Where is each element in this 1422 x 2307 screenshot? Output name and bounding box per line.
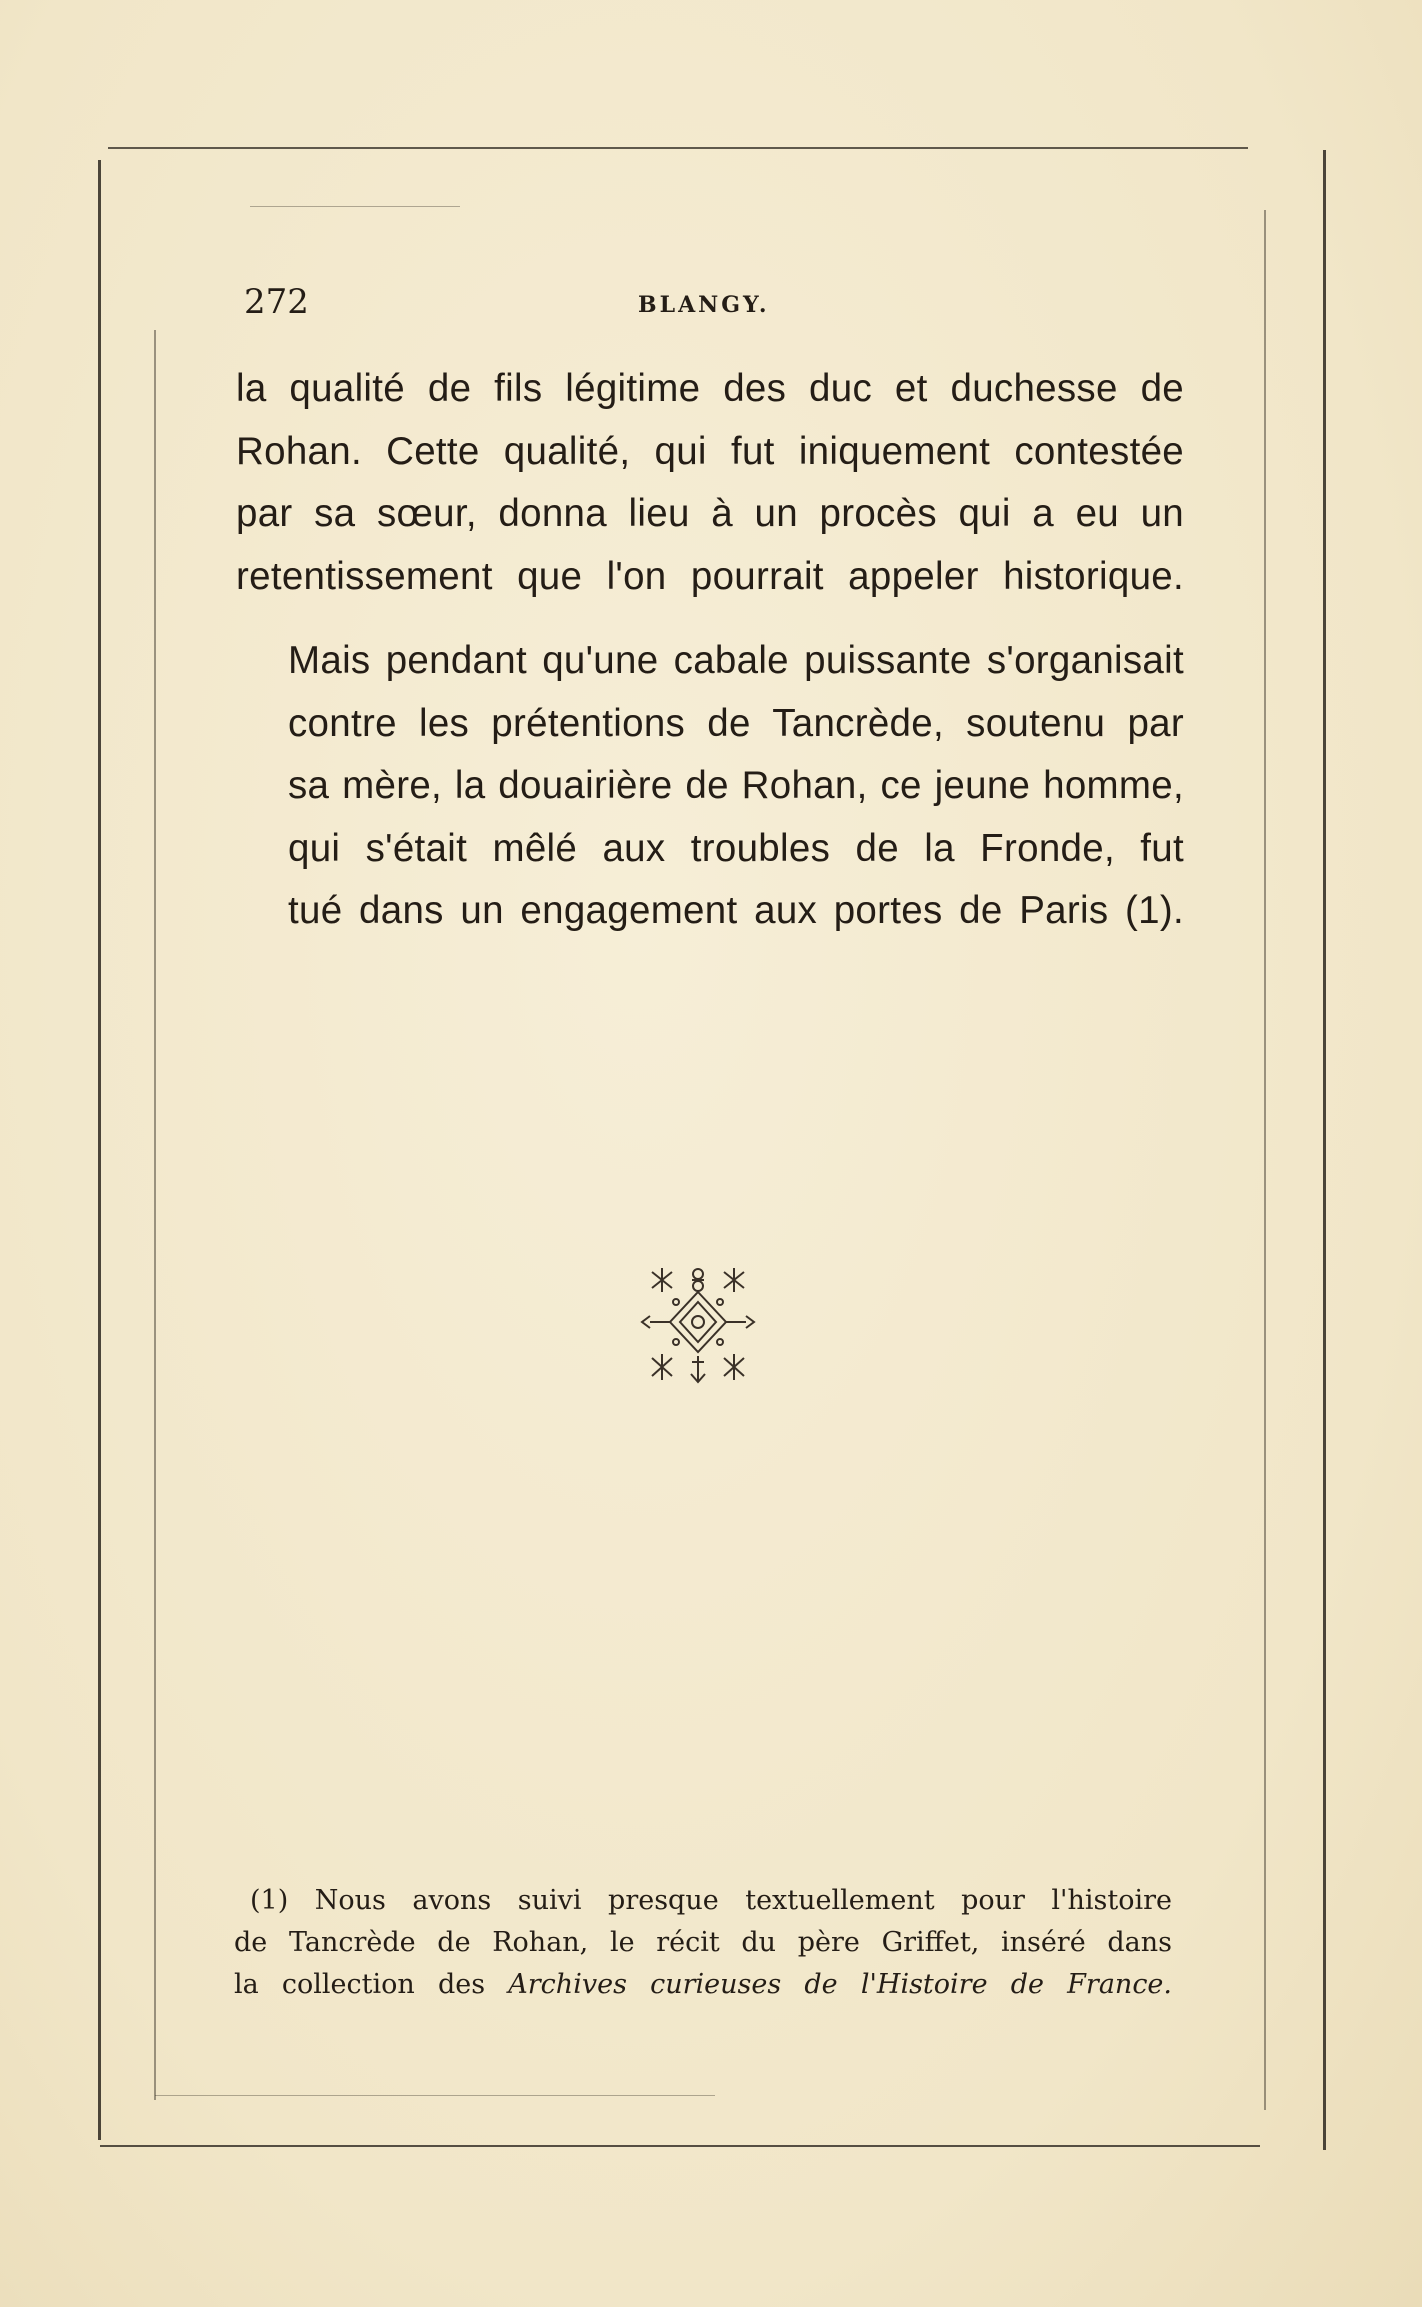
text-line: Mais pendant qu'une cabale puissante s'organisait [288, 639, 1184, 682]
text-line: par sa sœur, donna lieu à un procès qui a eu un [236, 492, 1184, 535]
text-line: la qualité de fils légitime des duc et duchesse de [236, 367, 1184, 410]
text-line: qui s'était mêlé aux troubles de la Fronde, fut [288, 826, 1184, 870]
frame-bottom-rule [100, 2145, 1260, 2147]
footnote-line: de Tancrède de Rohan, le récit du père Griffet, inséré dans [234, 1927, 1172, 1958]
text-line: tué dans un engagement aux portes de Paris (1). [288, 889, 1184, 932]
footnote-line [234, 1964, 1172, 2006]
text-line: retentissement que l'on pourrait appeler historique. [236, 554, 1184, 598]
paragraph-1 [236, 358, 1184, 608]
printers-fleuron-icon [636, 1258, 760, 1388]
text-line: Rohan. Cette qualité, qui fut iniquement contestée [236, 429, 1184, 473]
frame-right-inner-rule [1264, 210, 1266, 2110]
frame-top-inner-rule [250, 206, 460, 207]
frame-right-rule [1323, 150, 1326, 2150]
footnote-line-text: la collection des [234, 1969, 509, 2000]
frame-bottom-inner-rule [155, 2095, 715, 2096]
footnote-line: (1) Nous avons suivi presque textuellement pour l'histoire [250, 1885, 1172, 1916]
frame-top-rule [108, 147, 1248, 149]
running-title: BLANGY. [638, 292, 770, 318]
page-number: 272 [244, 282, 309, 322]
paragraph-2 [236, 630, 1184, 943]
body-text [236, 358, 1184, 943]
footnote [234, 1880, 1172, 2006]
text-line: sa mère, la douairière de Rohan, ce jeune homme, [288, 764, 1184, 807]
frame-left-inner-rule [154, 330, 156, 2100]
text-line: contre les prétentions de Tancrède, soutenu par [288, 701, 1184, 745]
frame-left-rule [98, 160, 101, 2140]
page-header [244, 282, 804, 332]
footnote-cited-work-title: Archives curieuses de l'Histoire de France. [508, 1969, 1172, 2000]
